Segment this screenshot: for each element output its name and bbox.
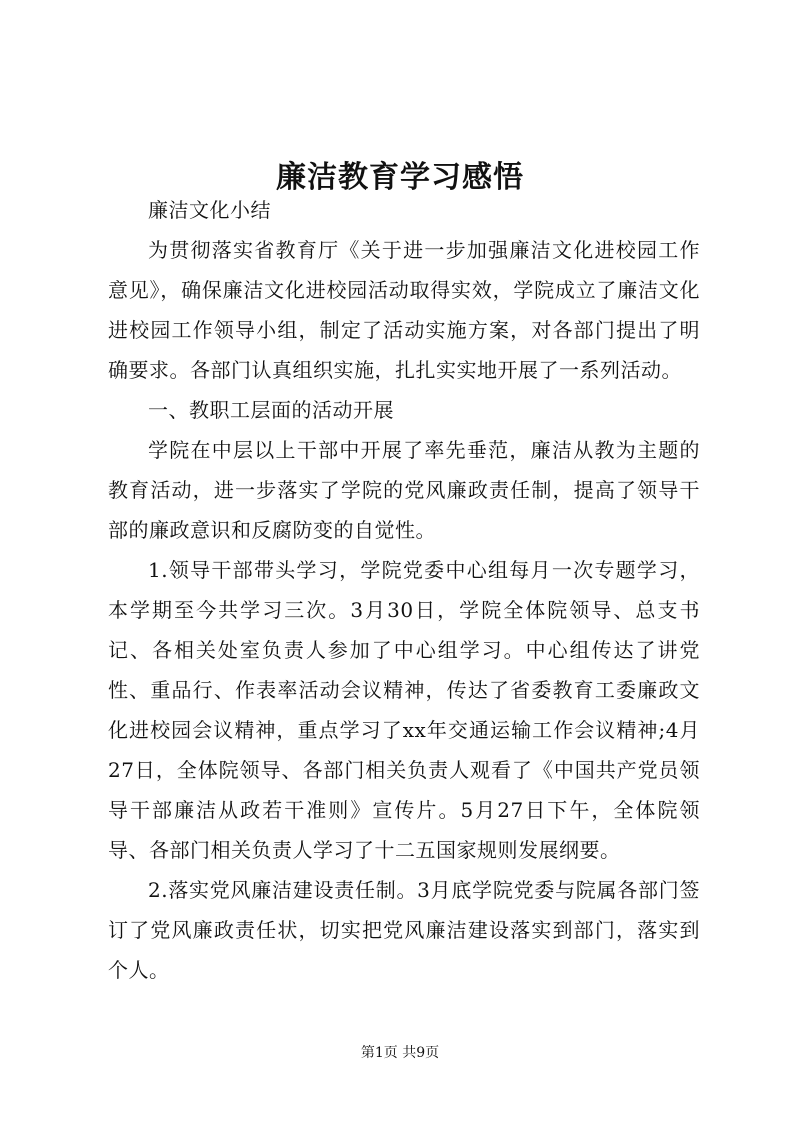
- paragraph-intro: 为贯彻落实省教育厅《关于进一步加强廉洁文化进校园工作意见》，确保廉洁文化进校园活动取得实效，学院成立了廉洁文化进校园工作领导小组，制定了活动实施方案，对各部门提出了明确要求。各部门认真组织实施，扎扎实实地开展了一系列活动。: [108, 238, 700, 382]
- paragraph-item-1: 1.领导干部带头学习，学院党委中心组每月一次专题学习，本学期至今共学习三次。3月30日，学院全体院领导、总支书记、各相关处室负责人参加了中心组学习。中心组传达了讲党性、重品行、作表率活动会议精神，传达了省委教育工委廉政文化进校园会议精神，重点学习了xx年交通运输工作会议精神;4月27日，全体院领导、各部门相关负责人观看了《中国共产党员领导干部廉洁从政若干准则》宣传片。5月27日下午，全体院领导、各部门相关负责人学习了十二五国家规则发展纲要。: [108, 558, 700, 862]
- section-heading-staff: 一、教职工层面的活动开展: [148, 398, 394, 422]
- document-body: [108, 190, 700, 990]
- document-title: 廉洁教育学习感悟: [276, 160, 524, 196]
- paragraph-item-2: 2.落实党风廉洁建设责任制。3月底学院党委与院属各部门签订了党风廉政责任状，切实把党风廉洁建设落实到部门，落实到个人。: [108, 878, 700, 982]
- section-heading-summary: 廉洁文化小结: [148, 198, 271, 222]
- page-footer: 第1页 共9页: [360, 1045, 440, 1061]
- paragraph-staff-activities: 学院在中层以上干部中开展了率先垂范，廉洁从教为主题的教育活动，进一步落实了学院的党风廉政责任制，提高了领导干部的廉政意识和反腐防变的自觉性。: [108, 438, 700, 542]
